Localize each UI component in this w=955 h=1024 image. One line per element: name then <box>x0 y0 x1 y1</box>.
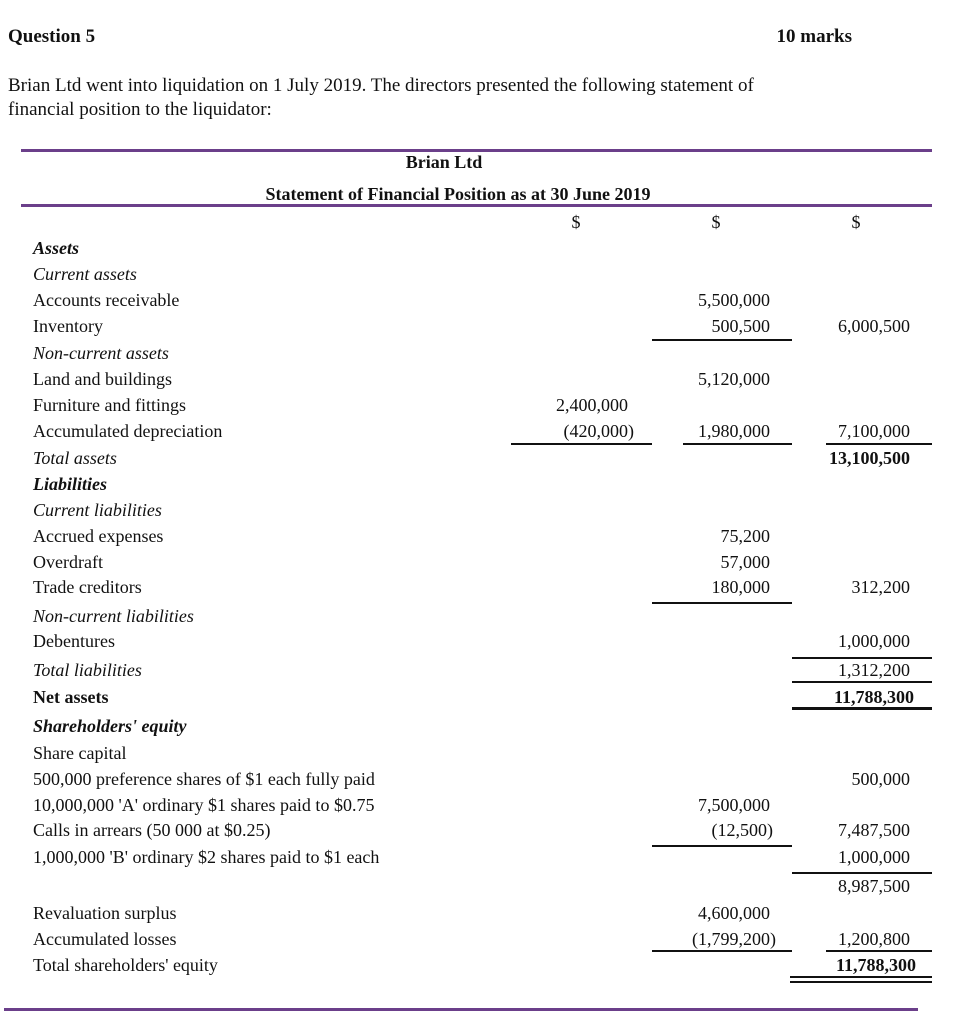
underline-current-assets <box>652 339 792 341</box>
row-label-b-ordinary-shares: 1,000,000 'B' ordinary $2 shares paid to $1 each <box>33 847 380 867</box>
value-trade-creditors: 180,000 <box>711 577 770 597</box>
underline-share-capital <box>792 872 932 874</box>
row-label-accumulated-losses: Accumulated losses <box>33 929 177 949</box>
value-total-assets: 13,100,500 <box>829 448 910 468</box>
value-b-ordinary-shares: 1,000,000 <box>838 847 910 867</box>
value-reserves-net: 1,200,800 <box>838 929 910 949</box>
company-name: Brian Ltd <box>405 152 483 172</box>
row-label-total-liabilities: Total liabilities <box>33 660 142 680</box>
value-accumulated-losses: (1,799,200) <box>692 929 776 949</box>
value-overdraft: 57,000 <box>720 552 770 572</box>
row-label-calls-in-arrears: Calls in arrears (50 000 at $0.25) <box>33 820 271 840</box>
value-total-current-liabilities: 312,200 <box>851 577 910 597</box>
row-label-debentures: Debentures <box>33 631 115 651</box>
underline-non-current <box>683 443 792 445</box>
value-revaluation-surplus: 4,600,000 <box>698 903 770 923</box>
underline-net-assets <box>792 707 932 710</box>
row-label-overdraft: Overdraft <box>33 552 103 572</box>
row-label-net-assets: Net assets <box>33 687 109 707</box>
bottom-rule <box>4 1008 918 1011</box>
currency-header-col2: $ <box>711 212 721 232</box>
value-accrued-expenses: 75,200 <box>720 526 770 546</box>
row-label-trade-creditors: Trade creditors <box>33 577 142 597</box>
row-label-share-capital: Share capital <box>33 743 127 763</box>
row-label-assets: Assets <box>33 238 80 258</box>
underline-current-liabilities <box>652 602 792 604</box>
question-marks: 10 marks <box>776 26 852 47</box>
underline-debentures <box>792 657 932 659</box>
value-preference-shares: 500,000 <box>851 769 910 789</box>
value-total-non-current-assets: 7,100,000 <box>838 421 910 441</box>
row-label-revaluation-surplus: Revaluation surplus <box>33 903 177 923</box>
currency-header-col3: $ <box>851 212 861 232</box>
row-label-preference-shares: 500,000 preference shares of $1 each fully paid <box>33 769 375 789</box>
row-label-accrued-expenses: Accrued expenses <box>33 526 164 546</box>
underline-reserves-total <box>826 950 932 952</box>
value-furniture-net: 1,980,000 <box>698 421 770 441</box>
double-underline-top <box>790 976 932 978</box>
row-label-furniture-fittings: Furniture and fittings <box>33 395 186 415</box>
underline-a-ordinary <box>652 845 792 847</box>
value-a-ordinary-net: 7,487,500 <box>838 820 910 840</box>
value-total-share-capital: 8,987,500 <box>838 876 910 896</box>
intro-line-1: Brian Ltd went into liquidation on 1 July 2019. The directors presented the following statement of <box>8 75 754 96</box>
value-debentures: 1,000,000 <box>838 631 910 651</box>
value-a-ordinary-shares: 7,500,000 <box>698 795 770 815</box>
statement-title: Statement of Financial Position as at 30 June 2019 <box>265 184 651 204</box>
value-inventory: 500,500 <box>711 316 770 336</box>
underline-reserves <box>652 950 792 952</box>
value-accounts-receivable: 5,500,000 <box>698 290 770 310</box>
double-underline-bottom <box>790 981 932 983</box>
row-label-accumulated-depreciation: Accumulated depreciation <box>33 421 223 441</box>
row-label-shareholders-equity: Shareholders' equity <box>33 716 187 736</box>
value-furniture-fittings: 2,400,000 <box>556 395 628 415</box>
question-title: Question 5 <box>8 26 96 47</box>
row-label-accounts-receivable: Accounts receivable <box>33 290 180 310</box>
row-label-current-liabilities: Current liabilities <box>33 500 162 520</box>
row-label-total-assets: Total assets <box>33 448 117 468</box>
header-rule <box>21 204 932 207</box>
value-net-assets: 11,788,300 <box>833 687 914 707</box>
value-accumulated-depreciation: (420,000) <box>563 421 634 441</box>
row-label-total-shareholders-equity: Total shareholders' equity <box>33 955 218 975</box>
row-label-land-buildings: Land and buildings <box>33 369 172 389</box>
row-label-liabilities: Liabilities <box>33 474 107 494</box>
value-calls-in-arrears: (12,500) <box>711 820 773 840</box>
underline-furniture <box>511 443 652 445</box>
row-label-inventory: Inventory <box>33 316 103 336</box>
currency-header-col1: $ <box>571 212 581 232</box>
underline-total-liabilities <box>792 681 932 683</box>
value-total-liabilities: 1,312,200 <box>838 660 910 680</box>
row-label-current-assets: Current assets <box>33 264 137 284</box>
value-total-current-assets: 6,000,500 <box>838 316 910 336</box>
value-land-buildings: 5,120,000 <box>698 369 770 389</box>
value-total-shareholders-equity: 11,788,300 <box>835 955 916 975</box>
intro-line-2: financial position to the liquidator: <box>8 99 272 120</box>
underline-non-current-total <box>826 443 932 445</box>
row-label-non-current-assets: Non-current assets <box>33 343 169 363</box>
row-label-a-ordinary-shares: 10,000,000 'A' ordinary $1 shares paid to $0.75 <box>33 795 375 815</box>
row-label-non-current-liabilities: Non-current liabilities <box>33 606 194 626</box>
